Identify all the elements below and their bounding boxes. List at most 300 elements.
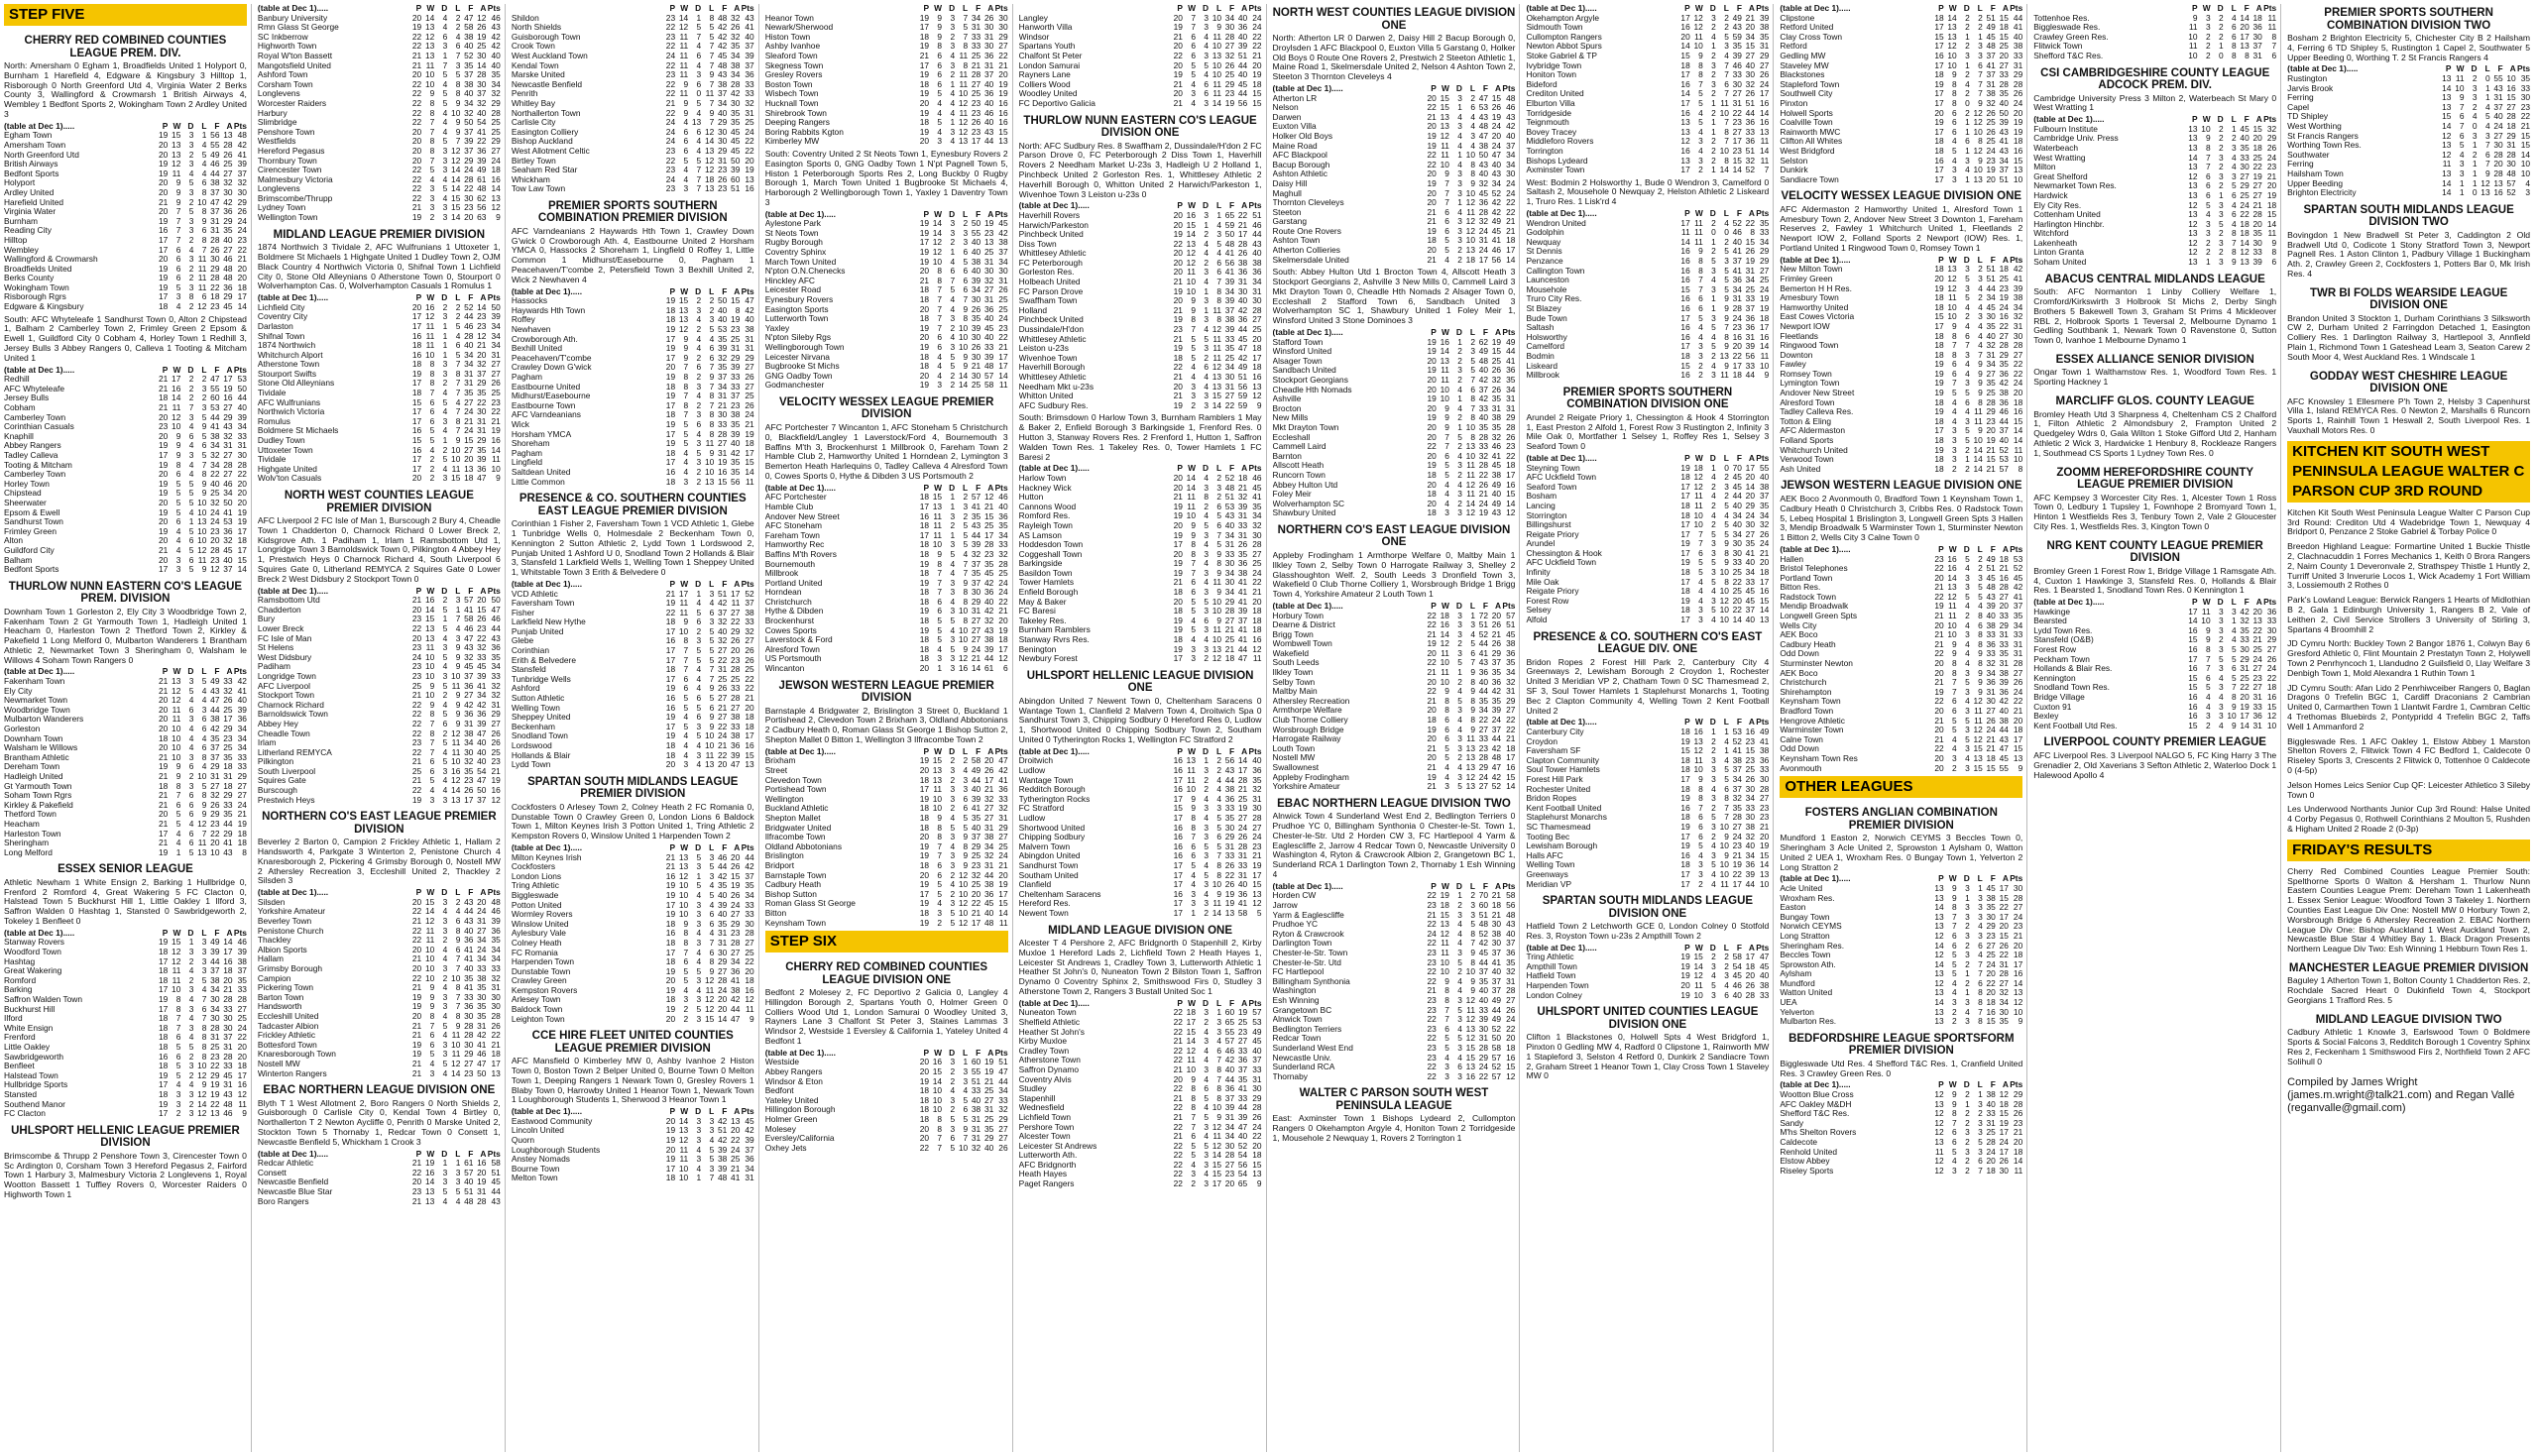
league-table (512, 287, 754, 487)
stat-cell: 19 (1173, 643, 1183, 654)
table-row (4, 302, 247, 312)
stat-cell: 11 (1441, 667, 1449, 678)
table-header-cell: P (415, 1148, 422, 1159)
stat-cell: 15 (678, 295, 689, 306)
stat-cell: 6 (455, 340, 461, 351)
stat-cell: 20 (237, 488, 247, 499)
stat-cell: 10 (424, 962, 435, 973)
stat-cell: 22 (665, 41, 676, 52)
team-name: Harleston Town (4, 829, 61, 839)
stat-cell: 22 (971, 898, 981, 909)
stat-cell: 35 (210, 732, 220, 743)
stat-cell: 32 (717, 635, 728, 646)
stat-cell: 20 (411, 126, 422, 137)
stat-cell: 5 (429, 165, 435, 175)
stat-cell: 18 (158, 974, 169, 985)
stat-cell: 5 (937, 88, 943, 99)
stat-cell: 12 (172, 685, 181, 696)
team-name: Slimbridge (257, 118, 297, 128)
league-heading: NORTHERN CO'S EAST LEAGUE DIVISION ONE (1277, 523, 1511, 549)
stat-cell: 19 (1491, 111, 1502, 122)
stat-cell: 2 (696, 352, 702, 363)
stat-cell: 4 (709, 880, 715, 891)
stat-cell: 12 (678, 1135, 689, 1146)
stat-cell: 2 (696, 372, 702, 382)
stat-cell: 35 (464, 388, 474, 398)
league-heading: NORTH WEST COUNTIES LEAGUE PREMIER DIVISION (284, 490, 474, 514)
stat-cell: 9 (201, 799, 207, 810)
stat-cell: 3 (937, 653, 943, 664)
stat-cell: 3 (937, 907, 943, 918)
stat-cell: 4 (442, 746, 448, 757)
stat-cell: 12 (932, 237, 943, 248)
stat-cell: 43 (1224, 765, 1235, 775)
stat-cell: 2 (950, 380, 956, 391)
stat-cell: 33 (1237, 519, 1248, 530)
team-name: Penistone Church (257, 926, 324, 936)
stat-cell: 4 (442, 785, 448, 796)
stat-cell: 14 (1680, 88, 1690, 99)
stat-cell: 33 (1224, 850, 1235, 861)
stat-cell: 6 (201, 724, 207, 734)
stat-cell: 45 (717, 50, 728, 60)
team-name: Tunbridge Wells (511, 674, 571, 684)
stat-cell: 33 (745, 899, 754, 910)
stat-cell: 34 (1760, 236, 1770, 247)
stat-cell: 17 (983, 774, 994, 785)
stat-cell: 17 (1186, 1016, 1196, 1027)
table-header-cell: F (1482, 600, 1489, 611)
stat-cell: 20 (665, 759, 676, 770)
stat-cell: 4 (442, 1030, 448, 1041)
stat-cell: 34 (477, 690, 487, 701)
stat-cell: 7 (1191, 22, 1196, 33)
stat-cell: 31 (983, 822, 994, 833)
stat-cell: 4 (442, 12, 448, 23)
stat-cell: 19 (477, 1176, 487, 1187)
stat-cell: 32 (477, 359, 487, 370)
stat-cell: 5 (683, 721, 689, 731)
section-banner: STEP FIVE (4, 4, 247, 26)
team-name: Lydney Town (257, 203, 306, 213)
team-name: Malvern Town (1018, 841, 1071, 851)
stat-cell: 7 (1216, 277, 1222, 287)
stat-cell: 49 (1491, 498, 1502, 508)
stat-cell: 14 (1680, 41, 1690, 52)
stat-cell: 7 (937, 313, 943, 324)
team-name: Godmanchester (764, 381, 825, 391)
stat-cell: 19 (237, 516, 247, 527)
team-name: AFC Blackpool (1272, 151, 1327, 161)
team-name: Honiton Town (1526, 70, 1577, 80)
stat-cell: 48 (223, 263, 233, 274)
stat-cell: 31 (717, 155, 728, 166)
stat-cell: 21 (665, 588, 676, 599)
team-name: Sleaford Town (764, 51, 818, 60)
stat-cell: 4 (1204, 1169, 1210, 1179)
stat-cell: 15 (451, 202, 461, 213)
team-name: West Didsbury (257, 652, 312, 662)
stat-cell: 4 (429, 785, 435, 796)
stat-cell: 6 (188, 761, 194, 772)
stat-cell: 24 (237, 225, 247, 236)
stat-cell: 26 (1506, 431, 1516, 442)
team-name: Wellington Town (257, 213, 318, 223)
team-name: Portland United (764, 578, 823, 588)
stat-cell: 19 (919, 107, 930, 118)
stat-cell: 5 (709, 1154, 715, 1165)
stat-cell: 21 (158, 838, 169, 848)
stat-cell: 18 (1252, 606, 1262, 616)
team-name: Thackley (257, 936, 291, 946)
stat-cell: 8 (1470, 928, 1475, 939)
team-name: Dussindale/H'don (1018, 325, 1085, 335)
stat-cell: 28 (477, 69, 487, 80)
stat-cell: 45 (477, 661, 487, 672)
stat-cell: 41 (237, 685, 247, 696)
stat-cell: 14 (1186, 482, 1196, 493)
stat-cell: 9 (963, 303, 969, 314)
stat-cell: 18 (1427, 507, 1437, 518)
team-name: AFC Portchester (764, 493, 827, 503)
stat-cell: 17 (665, 673, 676, 684)
stat-cell: 46 (223, 478, 233, 489)
stat-cell: 20 (477, 896, 487, 907)
stat-cell: 21 (411, 916, 422, 927)
stat-cell: 2 (950, 69, 956, 80)
team-name: Camberley Town (4, 412, 66, 422)
stat-cell: 50 (971, 218, 981, 229)
stat-cell: 3 (950, 832, 956, 842)
stat-cell: 5 (1256, 907, 1262, 918)
stat-cell: 19 (424, 1158, 435, 1169)
stat-cell: 16 (745, 183, 754, 194)
league-table (1273, 602, 1516, 792)
stat-cell: 21 (223, 984, 233, 995)
table-header-date: (table at Dec 1)..... (1018, 746, 1090, 756)
stat-cell: 29 (983, 1133, 994, 1144)
stat-cell: 18 (237, 281, 247, 292)
stat-cell: 5 (442, 396, 448, 407)
stat-cell: 16 (1173, 888, 1183, 899)
stat-cell: 8 (735, 304, 741, 315)
stat-cell: 3 (455, 1176, 461, 1187)
stat-cell: 12 (1693, 22, 1703, 33)
stat-cell: 3 (1470, 909, 1475, 920)
stat-cell: 41 (1237, 624, 1248, 635)
stat-cell: 39 (1224, 277, 1235, 287)
stat-cell: 38 (1491, 928, 1502, 939)
stat-cell: 9 (429, 699, 435, 710)
stat-cell: 8 (175, 459, 181, 470)
stat-cell: 23 (971, 859, 981, 870)
league-table (1019, 4, 1262, 109)
stat-cell: 4 (188, 244, 194, 255)
stat-cell: 5 (1204, 869, 1210, 880)
table-header-cell: L (1469, 880, 1475, 891)
stat-cell: 7 (429, 746, 435, 757)
league-table (512, 1107, 754, 1183)
league-block (258, 1081, 501, 1206)
stat-cell: 7 (1216, 1055, 1222, 1065)
team-name: Pinchbeck United (1018, 315, 1084, 325)
stat-cell: 5 (950, 907, 956, 918)
team-name: Stafford Town (1272, 337, 1324, 347)
stat-cell: 19 (1173, 501, 1183, 511)
table-header-cell: Pts (994, 208, 1008, 219)
stat-cell: 50 (491, 595, 501, 606)
stat-cell: 42 (745, 1125, 754, 1136)
stat-cell: 22 (210, 828, 220, 839)
stat-cell: 14 (451, 183, 461, 194)
stat-cell: 20 (411, 962, 422, 973)
stat-cell: 24 (665, 136, 676, 147)
stat-cell: 19 (919, 247, 930, 258)
stat-cell: 5 (1724, 31, 1729, 42)
stat-cell: 3 (963, 1066, 969, 1077)
team-name: Thornbury Town (257, 156, 317, 166)
table-header-cell: A (226, 927, 233, 938)
stat-cell: 3 (696, 381, 702, 392)
stat-cell: 3 (950, 793, 956, 804)
stat-cell: 28 (223, 139, 233, 150)
team-name: Banbury University (257, 13, 328, 23)
stat-cell: 58 (971, 755, 981, 766)
team-name: Spartans Youth (1018, 42, 1076, 52)
stat-cell: 19 (665, 418, 676, 429)
stat-cell: 17 (665, 399, 676, 410)
stat-cell: 18 (745, 721, 754, 731)
stat-cell: 13 (932, 774, 943, 785)
team-name: Enfield Borough (1018, 588, 1079, 598)
stat-cell: 60 (210, 392, 220, 403)
stat-cell: 23 (237, 234, 247, 245)
stat-cell: 61 (464, 1158, 474, 1169)
stat-cell: 6 (1191, 577, 1196, 588)
table-header-date: (table at Dec 1)..... (511, 286, 583, 296)
stat-cell: 2 (1216, 472, 1222, 483)
table-header-cell: F (722, 285, 728, 296)
stat-cell: 7 (455, 50, 461, 60)
table-header-cell: F (976, 745, 981, 756)
stat-cell: 9 (937, 22, 943, 33)
stat-cell: 32 (210, 790, 220, 801)
stat-cell: 34 (210, 984, 220, 995)
stat-cell: 16 (998, 117, 1008, 128)
team-name: Sheppey United (511, 713, 571, 723)
stat-cell: 8 (1698, 256, 1703, 267)
stat-cell: 4 (950, 303, 956, 314)
stat-cell: 16 (1680, 107, 1690, 118)
league-heading: NORTHERN CO'S EAST LEAGUE PREMIER DIVISION (262, 811, 497, 836)
stat-cell: 33 (223, 1003, 233, 1014)
stat-cell: 25 (731, 333, 741, 344)
team-name: Gorleston Res. (1018, 268, 1075, 278)
stat-cell: 3 (1457, 994, 1462, 1005)
stat-cell: 33 (731, 721, 741, 731)
stat-cell: 5 (696, 97, 702, 108)
stat-cell: 2 (188, 955, 194, 966)
stat-cell: 19 (998, 624, 1008, 635)
stat-cell: 43 (1491, 507, 1502, 518)
stat-cell: 6 (1444, 450, 1449, 461)
table-header-cell: A (1748, 4, 1755, 13)
team-name: Saffron Walden Town (4, 995, 82, 1004)
stat-cell: 8 (455, 925, 461, 936)
stat-cell: 24 (1491, 715, 1502, 726)
stat-cell: 25 (745, 117, 754, 128)
stat-cell: 9 (175, 449, 181, 460)
stat-cell: 46 (491, 906, 501, 917)
stat-cell: 10 (172, 732, 181, 743)
stat-cell: 27 (491, 359, 501, 370)
stat-cell: 28 (1478, 206, 1489, 217)
stat-cell: 21 (983, 784, 994, 795)
stat-cell: 37 (237, 965, 247, 976)
stat-cell: 20 (998, 69, 1008, 80)
stat-cell: 61 (477, 173, 487, 184)
stat-cell: 36 (1506, 365, 1516, 376)
team-name: Horsham YMCA (511, 429, 572, 439)
table-header-cell: P (162, 927, 169, 938)
stat-cell: 52 (1478, 928, 1489, 939)
table-header-cell: P (669, 578, 676, 589)
stat-cell: 2 (1470, 890, 1475, 901)
stat-cell: 41 (1491, 235, 1502, 246)
stat-cell: 55 (1224, 1026, 1235, 1037)
stat-cell: 9 (429, 982, 435, 993)
stat-cell: 3 (442, 165, 448, 175)
stat-cell: 7 (429, 388, 435, 398)
stat-cell: 6 (1444, 206, 1449, 217)
stat-cell: 1 (1470, 610, 1475, 620)
stat-cell: 36 (1745, 136, 1755, 147)
stat-cell: 17 (237, 291, 247, 302)
stat-cell: 21 (1491, 909, 1502, 920)
stat-cell: 3 (188, 676, 194, 687)
stat-cell: 48 (1224, 238, 1235, 249)
stat-cell: 6 (683, 136, 689, 147)
stat-cell: 5 (455, 69, 461, 80)
stat-cell: 39 (971, 539, 981, 550)
stat-cell: 16 (932, 1057, 943, 1067)
stat-cell: 36 (1237, 888, 1248, 899)
team-name: Torrington (1526, 146, 1563, 156)
stat-cell: 10 (1186, 510, 1196, 521)
team-name: Buckhurst Hill (4, 1004, 56, 1014)
team-name: Eccleshall (1272, 432, 1311, 442)
stat-cell: 20 (919, 832, 930, 842)
stat-cell: 29 (223, 724, 233, 734)
team-name: Prudhoe YC (1272, 920, 1319, 930)
stat-cell: 6 (1191, 587, 1196, 598)
stat-cell: 5 (950, 1142, 956, 1153)
stat-cell: 13 (491, 1067, 501, 1078)
stat-cell: 41 (1237, 634, 1248, 645)
stat-cell: 2 (1711, 69, 1716, 80)
stat-cell: 11 (679, 1144, 689, 1155)
stat-cell: 29 (223, 790, 233, 801)
team-name: Eynesbury Rovers (764, 295, 834, 305)
stat-cell: 37 (464, 69, 474, 80)
stat-cell: 6 (1457, 1062, 1462, 1072)
league-block (1526, 178, 1769, 381)
stat-cell: 11 (1466, 1004, 1475, 1015)
stat-cell: 12 (1211, 1140, 1222, 1151)
stat-cell: 3 (188, 449, 194, 460)
stat-cell: 52 (1745, 165, 1755, 175)
stat-cell: 4 (1444, 479, 1449, 490)
stat-cell: 1 (937, 663, 943, 674)
stat-cell: 1 (442, 614, 448, 624)
team-name: Wembley (4, 245, 39, 255)
stat-cell: 19 (998, 88, 1008, 99)
stat-cell: 5 (1470, 365, 1475, 376)
team-name: Hadleigh United (4, 772, 63, 782)
stat-cell: 2 (1724, 22, 1729, 33)
stat-cell: 15 (745, 457, 754, 468)
results-text: South: Coventry United 2 St Neots Town 1, Eynesbury Rovers 2 Easington Sports 0, GNG Oadby Town 1 N'pt Pagnell Town 5, Histon 1 Peterborough Sports Res 2, Long Buckby 0 Rugby Borough 1, March Town United 1 Bugbrooke St Michaels 4, Harborough 2 Wellingborough Town 1, Yaxley 1 Daventry Town 3 (764, 148, 1008, 207)
stat-cell: 31 (464, 378, 474, 389)
stat-cell: 43 (1732, 22, 1742, 33)
stat-cell: 5 (696, 730, 702, 741)
stat-cell: 9 (201, 1079, 207, 1090)
stat-cell: 7 (1444, 187, 1449, 198)
team-name: Yateley United (764, 1095, 819, 1105)
stat-cell: 9 (750, 1013, 754, 1024)
stat-cell: 7 (1724, 69, 1729, 80)
stat-cell: 1 (950, 529, 956, 540)
results-text: AFC Liverpool 2 FC Isle of Man 1, Burscough 2 Bury 4, Cheadle Town 1 Chadderton 0, Charnock Richard 0 Lower Breck 2, Kidsgrove Ath. 1 Padiham 1, Irlam 1 Ramsbottom Utd 1, Longridge Town 3 Barnoldswick Town 0, Pilkington 4 Abbey Hey 1, Prestwich Heys 0 Charnock Richard 4, South Liverpool 6 Squires Gate 0, Litherland REMYCA 2 Squires Gate 0 Lower Breck 2 West Didsbury 2 Stockport Town 0 (257, 515, 501, 584)
stat-cell: 39 (731, 362, 741, 373)
stat-cell: 4 (683, 117, 689, 128)
stat-cell: 32 (971, 1142, 981, 1153)
team-name: Wincanton (764, 664, 805, 674)
stat-cell: 3 (1457, 168, 1462, 179)
stat-cell: 23 (210, 818, 220, 829)
stat-cell: 5 (963, 520, 969, 531)
stat-cell: 14 (1506, 254, 1516, 265)
team-name: Woodley United (1018, 89, 1078, 99)
stat-cell: 21 (237, 809, 247, 820)
team-name: Leiston u-23s (1018, 344, 1069, 354)
team-name: Royal W'ton Bassett (257, 51, 333, 60)
stat-cell: 6 (1204, 88, 1210, 99)
stat-cell: 21 (411, 1067, 422, 1078)
stat-cell: 6 (429, 406, 435, 417)
stat-cell: 21 (411, 50, 422, 60)
stat-cell: 22 (1427, 1033, 1437, 1044)
stat-cell: 39 (1237, 501, 1248, 511)
stat-cell: 42 (491, 31, 501, 42)
stat-cell: 26 (1252, 1111, 1262, 1122)
stat-cell: 29 (731, 625, 741, 636)
league-block (4, 1122, 247, 1202)
stat-cell: 19 (919, 577, 930, 588)
stat-cell: 47 (1478, 92, 1489, 103)
stat-cell: 9 (455, 935, 461, 946)
team-name: Eastbourne Town (511, 400, 576, 410)
stat-cell: 22 (1224, 869, 1235, 880)
stat-cell: 7 (429, 126, 435, 137)
stat-cell: 30 (223, 1022, 233, 1033)
stat-cell: 31 (1506, 402, 1516, 413)
stat-cell: 37 (1506, 140, 1516, 151)
stat-cell: 4 (442, 953, 448, 964)
stat-cell: 19 (665, 391, 676, 401)
stat-cell: 29 (491, 97, 501, 108)
stat-cell: 24 (971, 643, 981, 654)
